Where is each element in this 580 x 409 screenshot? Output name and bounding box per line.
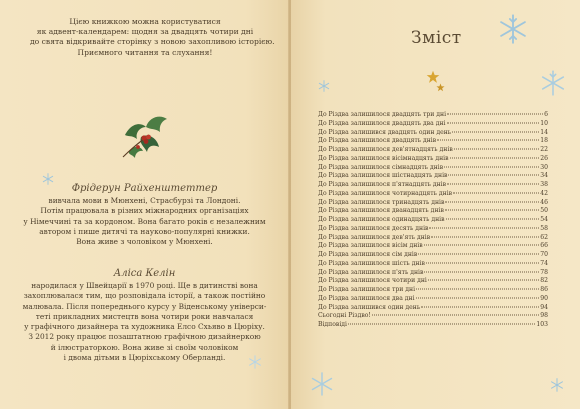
toc-page-number: 18 (540, 137, 548, 145)
toc-leader-dots (416, 289, 539, 290)
toc-leader-dots (450, 157, 540, 158)
toc-entry[interactable] (318, 137, 548, 146)
bio-line: З 2012 року працює позаштатною графічною дизайнеркою (28, 332, 261, 342)
toc-entry-title: До Різдва залишилося одинадцять днів (318, 216, 445, 223)
toc-entry-title: До Різдва залишився двадцять один день (318, 128, 452, 136)
toc-leader-dots (416, 297, 540, 298)
toc-entry-title: До Різдва залишилося п'ять днів (318, 268, 424, 276)
toc-entry[interactable] (318, 234, 548, 243)
author-name: Фрідерун Райхенштеттер (71, 183, 218, 194)
toc-entry[interactable] (318, 225, 548, 234)
toc-title: Зміст (411, 28, 462, 48)
toc-page-number: 98 (540, 312, 548, 320)
toc-entry[interactable] (318, 251, 548, 260)
snowflake-icon (550, 378, 564, 392)
toc-entry[interactable] (318, 120, 548, 129)
toc-entry-title: До Різдва залишилося п'ятнадцять днів (318, 181, 447, 188)
toc-page-number: 70 (540, 251, 548, 258)
toc-entry-title: До Різдва залишилося два дні (318, 294, 415, 302)
toc-leader-dots (447, 184, 539, 185)
toc-entry[interactable] (318, 286, 548, 295)
illustrator-name: Аліса Келін (113, 268, 176, 279)
toc-entry-title: До Різдва залишилося вісімнадцять днів (318, 154, 449, 162)
toc-page-number: 66 (540, 242, 548, 250)
toc-leader-dots (431, 236, 539, 237)
toc-page-number: 94 (540, 303, 548, 311)
toc-entry-title: До Різдва залишилося сім днів (318, 251, 418, 258)
toc-page-number: 46 (540, 198, 548, 206)
toc-entry-title: До Різдва залишилося вісім днів (318, 242, 423, 250)
toc-page-number: 6 (544, 111, 548, 118)
bio-line: Потім працювала в різних міжнародних організаціях (40, 206, 249, 216)
toc-page-number: 10 (540, 119, 548, 127)
toc-page-number: 74 (540, 259, 548, 267)
toc-leader-dots (445, 201, 539, 202)
toc-entry[interactable] (318, 312, 548, 321)
toc-entry[interactable] (318, 199, 548, 208)
toc-entry[interactable] (318, 277, 548, 286)
toc-page-number: 86 (540, 286, 548, 293)
bio-line: захоплювалася тим, що розповідала історії, а також постійно (23, 291, 266, 301)
toc-entry-title: До Різдва залишився один день (318, 303, 421, 311)
toc-entry-title: Сьогодні Різдво! (318, 312, 371, 320)
toc-entry-title: До Різдва залишилося дев'ятнадцять днів (318, 146, 453, 153)
toc-page-number: 14 (540, 128, 548, 136)
toc-page-number: 34 (540, 172, 548, 180)
bio-line: автором і пише дитячі та науково-популярні книжки. (39, 226, 250, 236)
toc-leader-dots (437, 140, 539, 141)
star-icon (436, 83, 445, 92)
table-of-contents (318, 111, 548, 330)
toc-leader-dots (447, 122, 540, 123)
toc-leader-dots (447, 114, 543, 115)
toc-leader-dots (372, 315, 539, 316)
toc-leader-dots (429, 227, 539, 228)
toc-entry-title: До Різдва залишилося сімнадцять днів (318, 163, 444, 171)
toc-page-number: 22 (540, 146, 548, 153)
toc-entry-title: До Різдва залишилося чотири дні (318, 277, 427, 285)
toc-entry[interactable] (318, 304, 548, 313)
toc-entry-title: До Різдва залишилося двадцять два дні (318, 119, 446, 127)
toc-entry[interactable] (318, 129, 548, 138)
bio-line: й ілюстраторкою. Вона живе зі своїм чоловіком (50, 342, 239, 352)
bio-line: Вона живе з чоловіком у Мюнхені. (76, 237, 213, 247)
toc-entry[interactable] (318, 155, 548, 164)
toc-entry[interactable] (318, 190, 548, 199)
toc-entry[interactable] (318, 321, 548, 330)
toc-leader-dots (428, 280, 539, 281)
toc-leader-dots (426, 262, 539, 263)
toc-page-number: 103 (536, 321, 548, 328)
toc-leader-dots (418, 254, 539, 255)
bio-line: теті прикладних мистецтв вона чотири роки навчалася (35, 311, 254, 321)
toc-leader-dots (454, 149, 539, 150)
toc-page-number: 78 (540, 268, 548, 276)
toc-entry-title: До Різдва залишилося чотирнадцять днів (318, 189, 453, 197)
toc-entry[interactable] (318, 146, 548, 155)
toc-entry[interactable] (318, 295, 548, 304)
snowflake-icon (42, 173, 54, 185)
toc-leader-dots (424, 245, 540, 246)
toc-entry-title: До Різдва залишилося двадцять три дні (318, 111, 447, 118)
toc-entry[interactable] (318, 111, 548, 120)
toc-entry-title: До Різдва залишилося шість днів (318, 259, 425, 267)
toc-entry-title: До Різдва залишилося дев'ять днів (318, 233, 431, 241)
toc-page-number: 42 (540, 189, 548, 197)
bio-line: народилася у Швейцарії в 1970 році. Ще в дитинстві вона (31, 281, 258, 290)
toc-leader-dots (421, 306, 539, 307)
toc-entry[interactable] (318, 164, 548, 173)
toc-entry[interactable] (318, 216, 548, 225)
toc-page-number: 38 (540, 181, 548, 188)
illustrator-bio (22, 268, 267, 363)
toc-leader-dots (445, 210, 539, 211)
toc-entry-title: До Різдва залишилося шістнадцять днів (318, 172, 448, 180)
toc-entry[interactable] (318, 181, 548, 190)
star-icon (426, 70, 440, 84)
toc-entry[interactable] (318, 242, 548, 251)
intro-text (30, 17, 275, 58)
toc-page-number: 54 (540, 216, 548, 223)
bio-line: у графічного дизайнера та художника Елсо Схьяво в Цюріху. (24, 322, 265, 332)
toc-entry-title: Відповіді (318, 321, 347, 328)
toc-page-number: 82 (540, 277, 548, 285)
toc-page-number: 30 (540, 163, 548, 171)
toc-leader-dots (453, 192, 539, 193)
intro-line: Цією книжкою можна користуватися (69, 17, 221, 26)
snowflake-icon (248, 355, 262, 369)
snowflake-icon (498, 14, 528, 44)
intro-line: Приємного читання та слухання! (77, 47, 213, 57)
toc-entry[interactable] (318, 269, 548, 278)
toc-entry-title: До Різдва залишилося тринадцять днів (318, 198, 445, 206)
intro-line: до свята відкривайте сторінку з новою захопливою історією. (30, 37, 275, 47)
toc-leader-dots (452, 131, 539, 132)
toc-entry-title: До Різдва залишилося три дні (318, 286, 416, 293)
snowflake-icon (310, 372, 334, 396)
toc-entry-title: До Різдва залишилося дванадцять днів (318, 207, 444, 215)
left-page (0, 0, 289, 409)
toc-entry[interactable] (318, 207, 548, 216)
toc-page-number: 62 (540, 233, 548, 241)
toc-leader-dots (444, 166, 539, 167)
author-bio (22, 183, 267, 247)
toc-entry-title: До Різдва залишилося двадцять днів (318, 137, 437, 145)
holly-icon (119, 113, 171, 159)
toc-entry[interactable] (318, 172, 548, 181)
toc-page-number: 90 (540, 294, 548, 302)
bio-line: вивчала мови в Мюнхені, Страсбурзі та Лондоні. (48, 196, 241, 205)
toc-entry[interactable] (318, 260, 548, 269)
intro-line: як адвент-календарем: щодня за двадцять чотири дні (36, 27, 254, 37)
snowflake-icon (318, 80, 330, 92)
toc-entry-title: До Різдва залишилося десять днів (318, 224, 429, 232)
bio-line: малювала. Після попереднього курсу у Віденському універси- (22, 301, 267, 311)
toc-leader-dots (424, 271, 539, 272)
toc-leader-dots (348, 324, 535, 325)
toc-page-number: 58 (540, 224, 548, 232)
bio-line: і двома дітьми в Цюріхському Оберланді. (63, 353, 226, 363)
toc-leader-dots (448, 175, 539, 176)
bio-line: у Німеччині та за кордоном. Вона багато років є незалежним (23, 216, 266, 226)
snowflake-icon (540, 70, 566, 96)
toc-leader-dots (446, 219, 540, 220)
toc-page-number: 50 (540, 207, 548, 215)
toc-page-number: 26 (540, 154, 548, 162)
